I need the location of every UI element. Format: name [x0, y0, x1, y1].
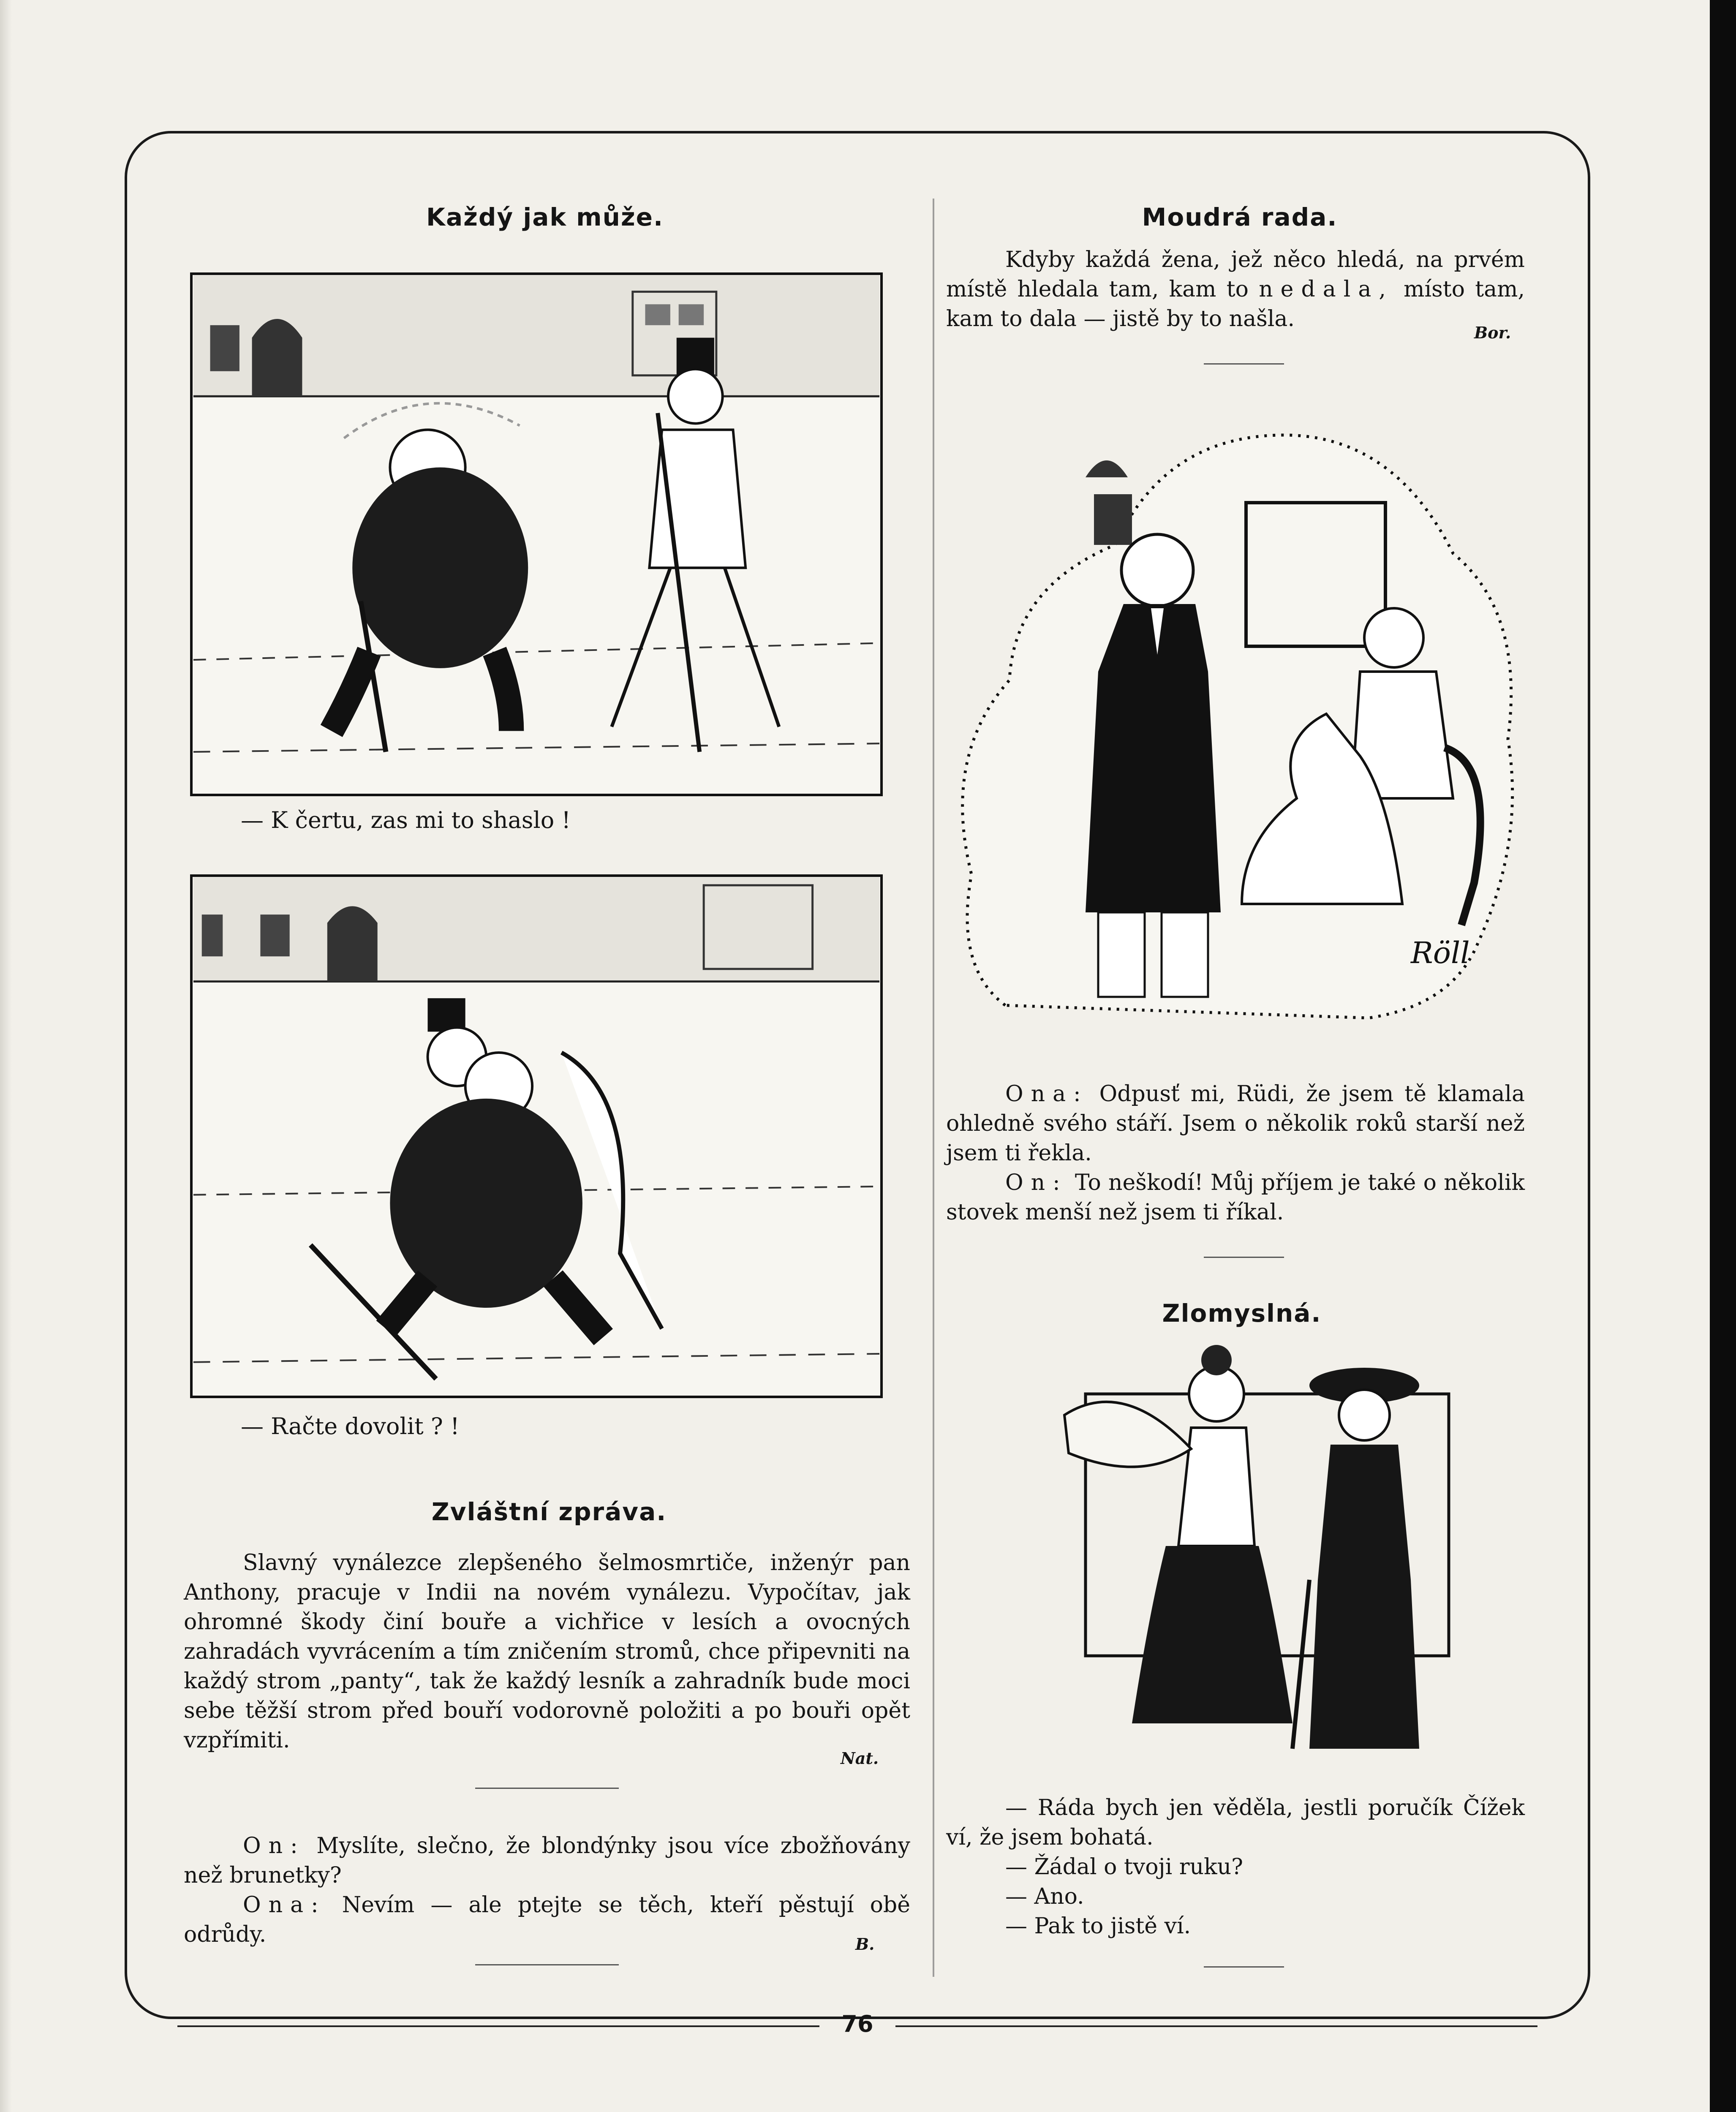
couple-line-1: Odpusť mi, Rüdi, že jsem tě klamala ohledně svého stáří. Jsem o několik roků starší než jsem ti řekla. [946, 1081, 1525, 1166]
couple-separator [1204, 1257, 1284, 1258]
couple-dialogue [946, 1079, 1525, 1227]
page-number: 76 [841, 2011, 873, 2037]
couple-speaker-2: On: [1005, 1170, 1068, 1195]
scan-edge-left [0, 0, 12, 2112]
dialogue-signature: B. [855, 1935, 875, 1954]
tall-man-figure [612, 338, 779, 752]
artist-signature: Röll [1411, 936, 1470, 970]
couple-illustration [946, 418, 1525, 1056]
cartoon-caption-1: — K čertu, zas mi to shaslo ! [241, 807, 571, 833]
fat-man-figure [332, 403, 528, 752]
dialogue-left [184, 1831, 910, 1949]
article-body-text: Slavný vynálezce zlepšeného šelmosmrtiče, inženýr pan Anthony, pracuje v Indii na novém vynálezu. Vypočítav, jak ohromné škody činí bouře a vichřice v lesích a ovocných zahradách vyvrácením a tím zničením stromů, chce připevniti na každý strom „panty“, tak že každý lesník a zahradník bude moci sebe těžší strom před bouří vodorovně položiti a po bouři opět vzpřímiti. [184, 1550, 910, 1753]
malicious-title: Zlomyslná. [1162, 1299, 1322, 1328]
advice-body-start: Kdyby každá žena, jež něco hledá, na prvém místě hledala tam, kam to [946, 247, 1525, 302]
advice-emphasis: nedala, [1259, 277, 1393, 302]
scan-edge-right [1710, 0, 1736, 2112]
advice-separator [1204, 363, 1284, 365]
article-separator [475, 1788, 619, 1789]
advice-body [946, 245, 1525, 334]
couple-speaker-1: Ona: [1005, 1081, 1088, 1107]
collided-figures [310, 998, 662, 1379]
malicious-dialogue [946, 1793, 1525, 1941]
woman-in-hat-figure [1292, 1368, 1419, 1749]
cartoon-panel-1 [190, 272, 883, 796]
cartoon-title: Každý jak může. [426, 203, 664, 231]
malicious-separator [1204, 1966, 1284, 1968]
cartoon-caption-2: — Račte dovolit ? ! [241, 1413, 460, 1440]
malicious-line-2: — Žádal o tvoji ruku? [1005, 1854, 1243, 1880]
article-title: Zvláštní zpráva. [431, 1497, 667, 1526]
advice-body-end: místo tam, kam to dala — jistě by to našla. [946, 277, 1525, 332]
article-signature: Nat. [841, 1749, 879, 1768]
dialogue-line-1: Myslíte, slečno, že blondýnky jsou více zbožňovány než brunetky? [184, 1833, 910, 1888]
dialogue-line-2: Nevím — ale ptejte se těch, kteří pěstují obě odrůdy. [184, 1892, 910, 1947]
advice-title: Moudrá rada. [1142, 203, 1338, 231]
two-women-illustration [1039, 1343, 1470, 1770]
malicious-line-3: — Ano. [1005, 1884, 1084, 1909]
dialogue-speaker-2: Ona: [243, 1892, 326, 1918]
couple-line-2: To neškodí! Můj příjem je také o několik stovek menší než jsem ti říkal. [946, 1170, 1525, 1225]
column-divider [933, 199, 934, 1977]
cartoon-panel-2 [190, 874, 883, 1398]
woman-with-fan-figure [1064, 1345, 1292, 1723]
dialogue-speaker-1: On: [243, 1833, 305, 1859]
advice-signature: Bor. [1474, 323, 1511, 342]
malicious-line-4: — Pak to jistě ví. [1005, 1913, 1191, 1939]
malicious-line-1: — Ráda bych jen věděla, jestli poručík Čížek ví, že jsem bohatá. [946, 1795, 1525, 1850]
article-body [184, 1548, 910, 1755]
footer-line-left [177, 2025, 819, 2027]
dialogue-separator [475, 1964, 619, 1965]
footer-line-right [895, 2025, 1537, 2027]
